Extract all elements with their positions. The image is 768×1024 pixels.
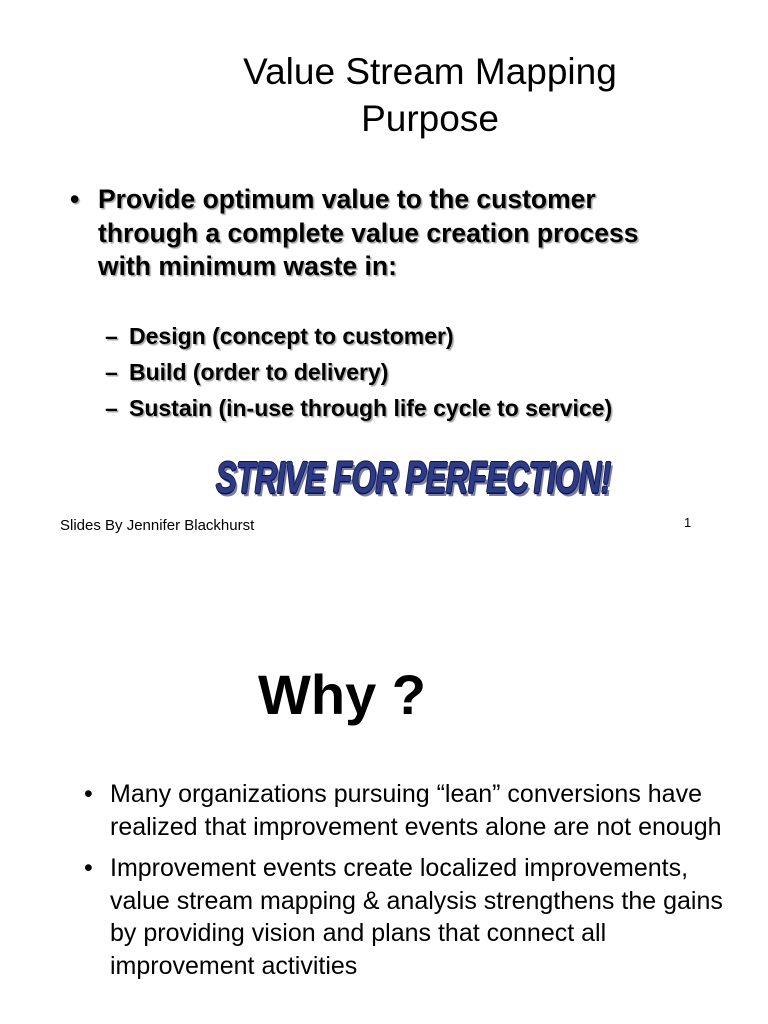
sub-bullet [105,394,665,422]
main-bullet-text: Provide optimum value to the customer through a complete value creation process with minimum waste in: [98,184,639,281]
sub-bullet-marker: – [105,359,118,385]
slide-title: Why ? [258,663,426,726]
bullet-text: Improvement events create localized improvements, value stream mapping & analysis strengthens the gains by providing vision and plans that connect all improvement activities [110,854,723,980]
slide-2 [0,560,768,1024]
main-bullet [70,183,690,284]
sub-bullet-text-sustain: Sustain (in-use through life cycle to service) [129,395,613,421]
list-item [84,852,724,982]
title-line-2: Purpose [361,98,499,139]
bullet-list [84,778,724,991]
sub-bullet-list [105,322,665,430]
slide-footer: Slides By Jennifer Blackhurst [60,517,255,534]
bullet-marker: • [70,184,80,214]
sub-bullet-marker: – [105,323,118,349]
sub-bullet-marker: – [105,395,118,421]
title-line-1: Value Stream Mapping [243,51,617,92]
wordart-banner: STRIVE FOR PERFECTION! [215,452,611,503]
page-number: 1 [684,515,692,530]
sub-bullet-text-design: Design (concept to customer) [129,323,454,349]
slide-title [130,48,730,142]
sub-bullet-text-build: Build (order to delivery) [129,359,389,385]
sub-bullet [105,322,665,350]
bullet-text: Many organizations pursuing “lean” conversions have realized that improvement events alone are not enough [110,780,722,841]
list-item [84,778,724,843]
bullet-marker: • [84,854,93,882]
bullet-marker: • [84,780,93,808]
sub-bullet [105,358,665,386]
